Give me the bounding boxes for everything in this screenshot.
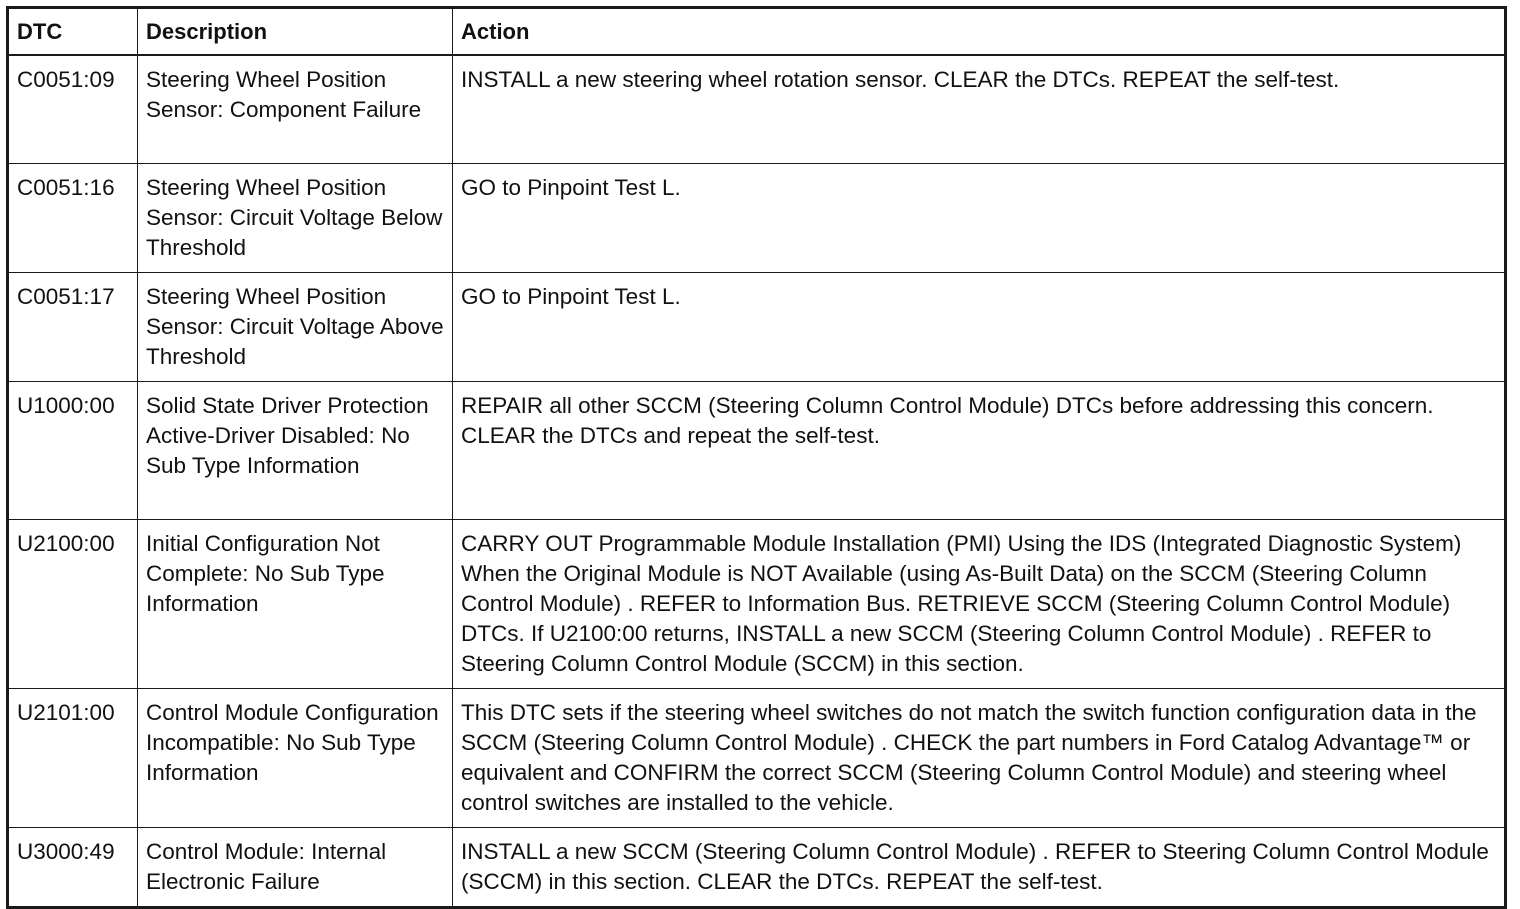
dtc-code: C0051:16 [8,163,138,272]
dtc-action: INSTALL a new steering wheel rotation sensor. CLEAR the DTCs. REPEAT the self-test. [453,55,1506,163]
table-row [8,381,1506,519]
dtc-description: Steering Wheel Position Sensor: Circuit Voltage Below Threshold [138,163,453,272]
dtc-description: Solid State Driver Protection Active-Driver Disabled: No Sub Type Information [138,381,453,519]
table-body [8,55,1506,907]
dtc-action: GO to Pinpoint Test L. [453,272,1506,381]
dtc-action: CARRY OUT Programmable Module Installation (PMI) Using the IDS (Integrated Diagnostic System) When the Original Module is NOT Available (using As-Built Data) on the SCCM (Steering Column Control Module) . REFER to Information Bus. RETRIEVE SCCM (Steering Column Control Module) DTCs. If U2100:00 returns, INSTALL a new SCCM (Steering Column Control Module) . REFER to Steering Column Control Module (SCCM) in this section. [453,519,1506,688]
dtc-description: Control Module: Internal Electronic Failure [138,827,453,907]
table-row [8,827,1506,907]
table-row [8,163,1506,272]
table-row [8,688,1506,827]
dtc-description: Steering Wheel Position Sensor: Circuit Voltage Above Threshold [138,272,453,381]
dtc-description: Initial Configuration Not Complete: No Sub Type Information [138,519,453,688]
dtc-action: This DTC sets if the steering wheel switches do not match the switch function configuration data in the SCCM (Steering Column Control Module) . CHECK the part numbers in Ford Catalog Advantage™ or equivalent and CONFIRM the correct SCCM (Steering Column Control Module) and steering wheel control switches are installed to the vehicle. [453,688,1506,827]
dtc-action: GO to Pinpoint Test L. [453,163,1506,272]
header-description: Description [138,8,453,56]
table-row [8,272,1506,381]
dtc-action: REPAIR all other SCCM (Steering Column Control Module) DTCs before addressing this concern. CLEAR the DTCs and repeat the self-test. [453,381,1506,519]
dtc-code: U2101:00 [8,688,138,827]
dtc-code: U3000:49 [8,827,138,907]
header-dtc: DTC [8,8,138,56]
dtc-action: INSTALL a new SCCM (Steering Column Control Module) . REFER to Steering Column Control Module (SCCM) in this section. CLEAR the DTCs. REPEAT the self-test. [453,827,1506,907]
table-header [8,8,1506,56]
header-row [8,8,1506,56]
dtc-table [6,6,1507,909]
dtc-description: Control Module Configuration Incompatible: No Sub Type Information [138,688,453,827]
dtc-code: U1000:00 [8,381,138,519]
table-row [8,519,1506,688]
dtc-description: Steering Wheel Position Sensor: Component Failure [138,55,453,163]
table-row [8,55,1506,163]
dtc-code: C0051:17 [8,272,138,381]
dtc-code: U2100:00 [8,519,138,688]
dtc-code: C0051:09 [8,55,138,163]
header-action: Action [453,8,1506,56]
